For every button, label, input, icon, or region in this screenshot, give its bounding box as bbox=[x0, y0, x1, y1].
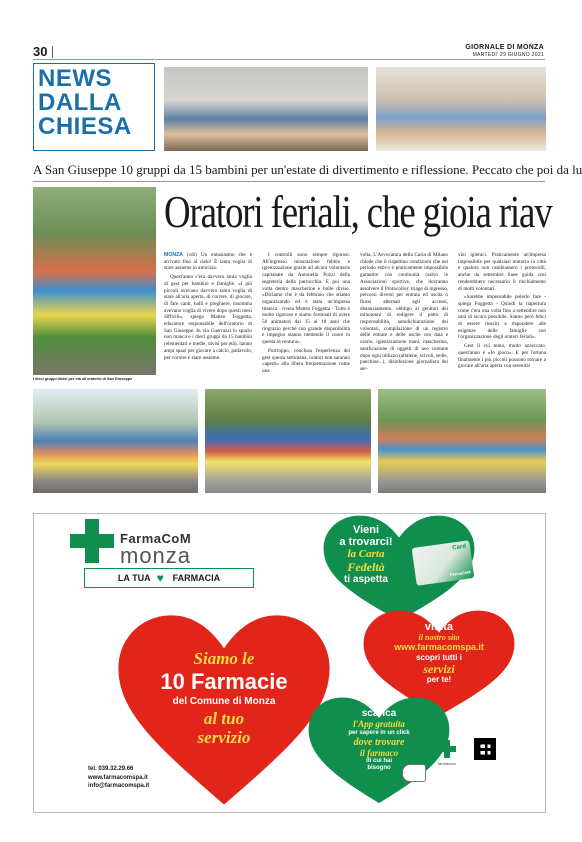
brand-city: monza bbox=[120, 543, 192, 568]
column-2-paragraph-1: I controlli sono sempre rigorosi. All'ingresso misurazione febbre e igienizzazione grazie ad alcuni volontarie capitanate da Antonella Pozzi della segreteria della parrocchia. E poi una volta dentro mascherine e bolle divise. «Diciamo che è da febbraio che stiamo organizzando ed è stata un'impresa titanica - rivela Matteo Foggetta - Tutto è molto rigoroso e siamo fortunati di avere 50 animatori dai 15 ai 18 anni che ringrazio perché con grande disponibilità e impegno stanno mettendo il cuore in questa avventura». bbox=[262, 252, 350, 346]
card-heart-line-4: Fedeltà bbox=[347, 560, 385, 574]
qr-code-icon bbox=[474, 738, 496, 760]
app-cross-icon bbox=[438, 740, 456, 758]
pointing-hand-icon bbox=[402, 764, 426, 782]
loyalty-card-label: Card bbox=[451, 543, 467, 552]
column-4-paragraph-2: «Sarebbe impensabile poterlo fare - spiega Foggetta - Quindi la riapertura come c'era una volta fino a settembre non sarà di sicuro possibile. Siamo però felici di essere riusciti a rispondere alle esigenze delle famiglie con l'organizzazione degli oratori feriali». bbox=[458, 294, 546, 341]
masthead bbox=[465, 44, 544, 58]
app-label: farmacom bbox=[438, 761, 456, 766]
red-heart-line-2: 10 Farmacie bbox=[160, 669, 288, 694]
masthead-title: GIORNALE DI MONZA bbox=[465, 44, 544, 51]
column-1-paragraph-1: (cdi) Un entusiasmo che è arrivato fino al cielo! È tanta voglia di stare assieme in amicizia. bbox=[164, 252, 252, 272]
photo-caption: I dieci gruppi divisi per età all'oratorio di San Giuseppe bbox=[33, 377, 133, 381]
column-4-paragraph-1: vizi igienici. Praticamente un'impresa impossibile per qualsiasi oratorio in città e qualora non cambiassero i protocolli, anche da settembre linee guida così renderebbero necessario il rinchiamento di molti volontari. bbox=[458, 252, 546, 292]
red-heart-line-1: Siamo le bbox=[193, 649, 255, 668]
red-heart-line-5: servizio bbox=[197, 728, 251, 747]
app-download-icons bbox=[438, 738, 508, 778]
pharmacy-advertisement bbox=[33, 513, 546, 813]
contact-website: www.farmacomspa.it bbox=[88, 774, 148, 781]
column-3-paragraph-1: volta. L'Avvocatura della Curia di Milano chiede che il rispettino condizioni che nel periodo estivo è praticamente impossibile garantire con continuità (salvo le Associazioni sportive, che dovranno assolvere il Protocollo): triage di ingresso, percorsi diversi per entrata ed uscita o flussi alternati agli accessi, distanziamento, obbligo ai genitori dei minorenni di redigere il patto di responsabilità, autodichiarazione dei volontari, compilazione di un registro delle entrate e delle uscite con data e orario, igienizzazione mani, mascherina, sanificazione di oggetti di uso comune dopo ogni utilizzo (altalene, scivoli, sedie, panchine...), disinfezione giornaliera dei ser- bbox=[360, 252, 448, 372]
site-heart-line-1: visita bbox=[424, 621, 454, 633]
app-heart-line-5: il farmaco bbox=[359, 748, 399, 758]
photo-children-group-2 bbox=[205, 389, 371, 493]
issue-date: MARTEDI' 29 GIUGNO 2021 bbox=[472, 52, 544, 58]
contact-email: info@farmacomspa.it bbox=[88, 783, 150, 789]
site-heart-line-2: il nostro sito bbox=[418, 633, 460, 642]
app-heart-line-6: di cui hai bbox=[365, 758, 392, 764]
section-label-line-3: CHIESA bbox=[38, 113, 132, 140]
app-heart-line-2: l'App gratuita bbox=[353, 719, 405, 729]
article-column-2 bbox=[262, 252, 350, 386]
article-column-4 bbox=[458, 252, 546, 386]
photo-children-group-3 bbox=[378, 389, 546, 493]
photo-volunteers-desk bbox=[376, 67, 546, 151]
article-column-3 bbox=[360, 252, 448, 386]
tagline-left: LA TUA bbox=[117, 573, 151, 583]
article-kicker: MONZA bbox=[164, 252, 184, 258]
site-heart-line-4: scopri tutti i bbox=[416, 653, 462, 662]
site-heart-line-5: servizi bbox=[423, 662, 455, 676]
article-column-1 bbox=[164, 252, 252, 386]
app-heart-line-1: scarica bbox=[361, 708, 397, 719]
card-heart-text bbox=[326, 524, 406, 586]
app-heart-line-3: per sapere in un click bbox=[348, 730, 410, 736]
site-heart-line-6: per te! bbox=[426, 675, 452, 684]
section-label-line-1: NEWS bbox=[38, 65, 112, 92]
contact-phone: tel. 039.32.29.66 bbox=[88, 766, 134, 772]
app-heart-line-7: bisogno bbox=[367, 765, 391, 771]
brand-name: FarmaCoM bbox=[120, 531, 192, 546]
header-rule bbox=[33, 59, 545, 60]
loyalty-card-image bbox=[412, 540, 475, 586]
loyalty-card-brand: FarmaCoM bbox=[449, 569, 471, 578]
tagline-right: FARMACIA bbox=[172, 573, 221, 583]
column-2-paragraph-2: Purtroppo, conclusa l'esperienza del gest questa settimana, oratori non saranno «aperti» alla libera frequentazione come una bbox=[262, 347, 350, 374]
app-heart-line-4: dove trovare bbox=[353, 737, 405, 748]
site-heart-text bbox=[364, 621, 514, 684]
column-4-paragraph-3: Gest il cui tema, molto azzeccato, quest'anno è «Io gioco». E per fortuna finalmente i più piccoli possono tornare a giocare all'aria aperta con serenità! bbox=[458, 343, 546, 370]
app-heart-text bbox=[319, 708, 439, 772]
red-heart-line-4: al tuo bbox=[203, 709, 245, 728]
card-heart-line-5: ti aspetta bbox=[344, 574, 388, 585]
lead-rule bbox=[33, 181, 545, 182]
red-heart-line-3: del Comune di Monza bbox=[172, 696, 276, 707]
brand-tagline bbox=[84, 568, 254, 588]
column-1-paragraph-2: Quest'anno c'era davvero tanta voglia di gest per bambini e famiglie. «I più piccoli avevano davvero tanta voglia di stare all'aria aperta, di correre, di giocare, di fare canti, balli e preghiere, insomma avevano voglia di vivere dopo questi mesi difficili», spiega Matteo Foggetta, educatore responsabile dell'oratorio di San Giuseppe. In via Guerrazzi lo spazio non manca e i dieci gruppi da 15 bambini (elementari e medie, divisi per età), hanno ampi spazi per giocare a calcio, pallavolo, per correre e stare assieme. bbox=[164, 274, 252, 361]
heart-icon: ♥ bbox=[156, 571, 164, 585]
red-heart-text bbox=[134, 649, 314, 747]
section-label-box bbox=[33, 63, 155, 151]
card-heart-line-3: la Carta bbox=[347, 548, 385, 560]
site-heart-line-3: www.farmacomspa.it bbox=[394, 642, 484, 652]
page-number: 30 bbox=[33, 44, 48, 59]
contact-info bbox=[88, 765, 149, 791]
photo-children-group-main bbox=[33, 187, 156, 375]
page-number-divider bbox=[52, 46, 53, 58]
card-heart-line-1: Vieni bbox=[352, 524, 380, 536]
card-heart-line-2: a trovarci! bbox=[339, 536, 393, 548]
section-label-line-2: DALLA bbox=[38, 89, 122, 116]
pharmacy-cross-logo-icon bbox=[70, 519, 114, 563]
photo-volunteers-registration bbox=[164, 67, 368, 151]
article-headline: Oratori feriali, che gioia riav bbox=[164, 187, 552, 237]
photo-children-group-1 bbox=[33, 389, 198, 493]
article-lead: A San Giuseppe 10 gruppi da 15 bambini per un'estate di divertimento e riflessione. Peccato che poi da lu bbox=[33, 162, 582, 177]
